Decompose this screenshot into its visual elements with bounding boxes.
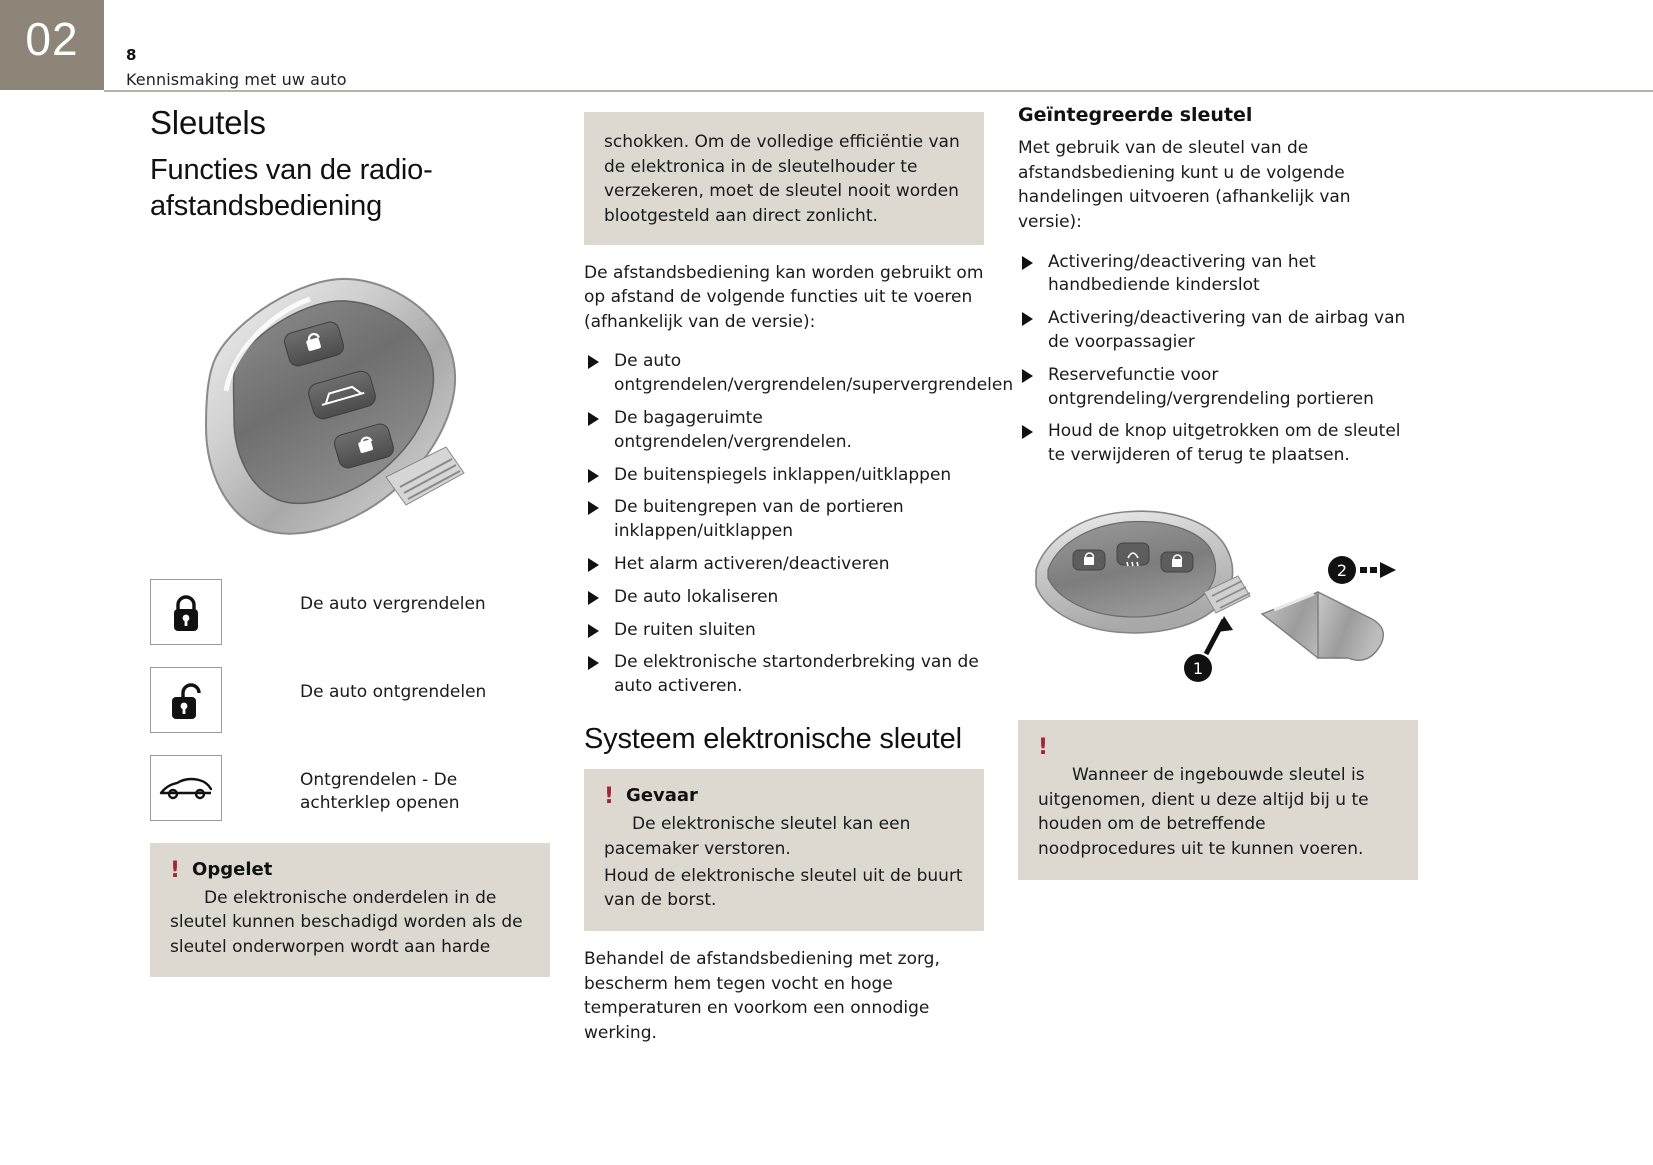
column-right: [1018, 104, 1418, 896]
caution-notice: [150, 843, 550, 978]
integrated-key-list: [1018, 251, 1418, 468]
danger-text-line-1: De elektronische sleutel kan een pacemaker verstoren.: [604, 814, 911, 859]
notice-header: [1038, 736, 1398, 759]
legend-label: De auto ontgrendelen: [300, 681, 487, 702]
notice-text: De elektronische onderdelen in de sleutel kunnen beschadigd worden als de sleutel onderworpen wordt aan harde: [170, 887, 523, 957]
section-title-electronic-key: Systeem elektronische sleutel: [584, 723, 962, 756]
notice-continued-text: schokken. Om de volledige efficiëntie van de elektronica in de sleutelhouder te verzekeren, moet de sleutel nooit worden blootgesteld aan direct zonlicht.: [604, 132, 960, 226]
column-middle: [584, 104, 1014, 1061]
list-item-label: Reservefunctie voor ontgrendeling/vergrendeling portieren: [1048, 364, 1374, 409]
list-item: [584, 350, 1014, 398]
legend-row: [150, 755, 550, 821]
page-number: 8: [126, 46, 137, 64]
legend-label: Ontgrendelen - De achterklep openen: [300, 769, 460, 814]
bullet-arrow-icon: [1022, 256, 1033, 270]
bullet-arrow-icon: [1022, 425, 1033, 439]
list-item: [1018, 420, 1418, 468]
column-left: [150, 104, 550, 993]
notice-label: Gevaar: [626, 785, 698, 807]
remote-key-figure: [150, 241, 550, 565]
bullet-arrow-icon: [588, 412, 599, 426]
danger-notice: [584, 769, 984, 931]
list-item-label: De auto lokaliseren: [614, 586, 779, 607]
legend-row: [150, 579, 550, 645]
list-item-label: De auto ontgrendelen/vergrendelen/supervergrendelen: [614, 351, 1014, 396]
warning-icon: !: [604, 784, 615, 810]
notice-text: Wanneer de ingebouwde sleutel is uitgenomen, dient u deze altijd bij u te houden om de betreffende noodprocedures uit te kunnen voeren.: [1038, 764, 1369, 859]
svg-text:1: 1: [1192, 658, 1204, 678]
list-item: [584, 619, 984, 643]
notice-header: [604, 785, 964, 808]
notice-label: Opgelet: [192, 858, 273, 880]
danger-text-line-2: Houd de elektronische sleutel uit de buurt van de borst.: [604, 865, 963, 911]
remote-functions-list: [584, 350, 1014, 699]
header-divider: [104, 90, 1653, 92]
page-title: Sleutels: [150, 104, 266, 141]
lock-open-icon: [150, 667, 222, 733]
bullet-arrow-icon: [588, 624, 599, 638]
list-item-label: De ruiten sluiten: [614, 619, 756, 640]
lock-closed-icon: [150, 579, 222, 645]
list-item: [1018, 364, 1418, 412]
caution-notice-continued: [584, 112, 984, 245]
page-subtitle: Functies van de radio-afstandsbediening: [150, 154, 433, 223]
list-item-label: De bagageruimte ontgrendelen/vergrendelen.: [614, 408, 852, 452]
list-item: [584, 407, 984, 455]
list-item-label: De elektronische startonderbreking van de auto activeren.: [614, 652, 979, 697]
integrated-key-intro: Met gebruik van de sleutel van de afstandsbediening kunt u de volgende handelingen uitvoeren (afhankelijk van versie):: [1018, 138, 1351, 232]
integrated-key-figure: [1018, 486, 1418, 710]
bullet-arrow-icon: [588, 656, 599, 670]
chapter-number: 02: [25, 13, 79, 65]
svg-text:2: 2: [1336, 560, 1348, 580]
bullet-arrow-icon: [1022, 369, 1033, 383]
list-item-label: Activering/deactivering van de airbag van de voorpassagier: [1048, 308, 1406, 352]
bullet-arrow-icon: [588, 591, 599, 605]
list-item-label: De buitengrepen van de portieren inklappen/uitklappen: [614, 497, 904, 542]
integrated-key-heading: Geïntegreerde sleutel: [1018, 104, 1253, 126]
icon-legend: [150, 579, 550, 821]
chapter-tab: [0, 0, 104, 90]
list-item-label: Het alarm activeren/deactiveren: [614, 554, 890, 575]
list-item: [584, 464, 984, 488]
bullet-arrow-icon: [1022, 312, 1033, 326]
remote-intro-paragraph: De afstandsbediening kan worden gebruikt om op afstand de volgende functies uit te voeren (afhankelijk van de versie):: [584, 262, 984, 332]
closing-paragraph: Behandel de afstandsbediening met zorg, bescherm hem tegen vocht en hoge temperaturen en voorkom een onnodige werking.: [584, 948, 940, 1043]
car-boot-icon: [150, 755, 222, 821]
bullet-arrow-icon: [588, 558, 599, 572]
list-item: [1018, 251, 1418, 299]
list-item-label: Activering/deactivering van het handbediende kinderslot: [1048, 251, 1316, 296]
legend-row: [150, 667, 550, 733]
notice-header: [170, 859, 530, 882]
bullet-arrow-icon: [588, 355, 599, 369]
warning-icon: !: [1038, 734, 1049, 760]
warning-icon: !: [170, 857, 181, 883]
bullet-arrow-icon: [588, 501, 599, 515]
bullet-arrow-icon: [588, 469, 599, 483]
list-item: [584, 496, 984, 544]
chapter-title: Kennismaking met uw auto: [126, 70, 347, 89]
integrated-key-notice: [1018, 720, 1418, 880]
list-item: [584, 586, 984, 610]
list-item: [1018, 307, 1418, 355]
list-item-label: De buitenspiegels inklappen/uitklappen: [614, 464, 952, 485]
legend-label: De auto vergrendelen: [300, 593, 486, 614]
list-item: [584, 553, 984, 577]
list-item: [584, 651, 984, 699]
list-item-label: Houd de knop uitgetrokken om de sleutel te verwijderen of terug te plaatsen.: [1048, 421, 1401, 466]
